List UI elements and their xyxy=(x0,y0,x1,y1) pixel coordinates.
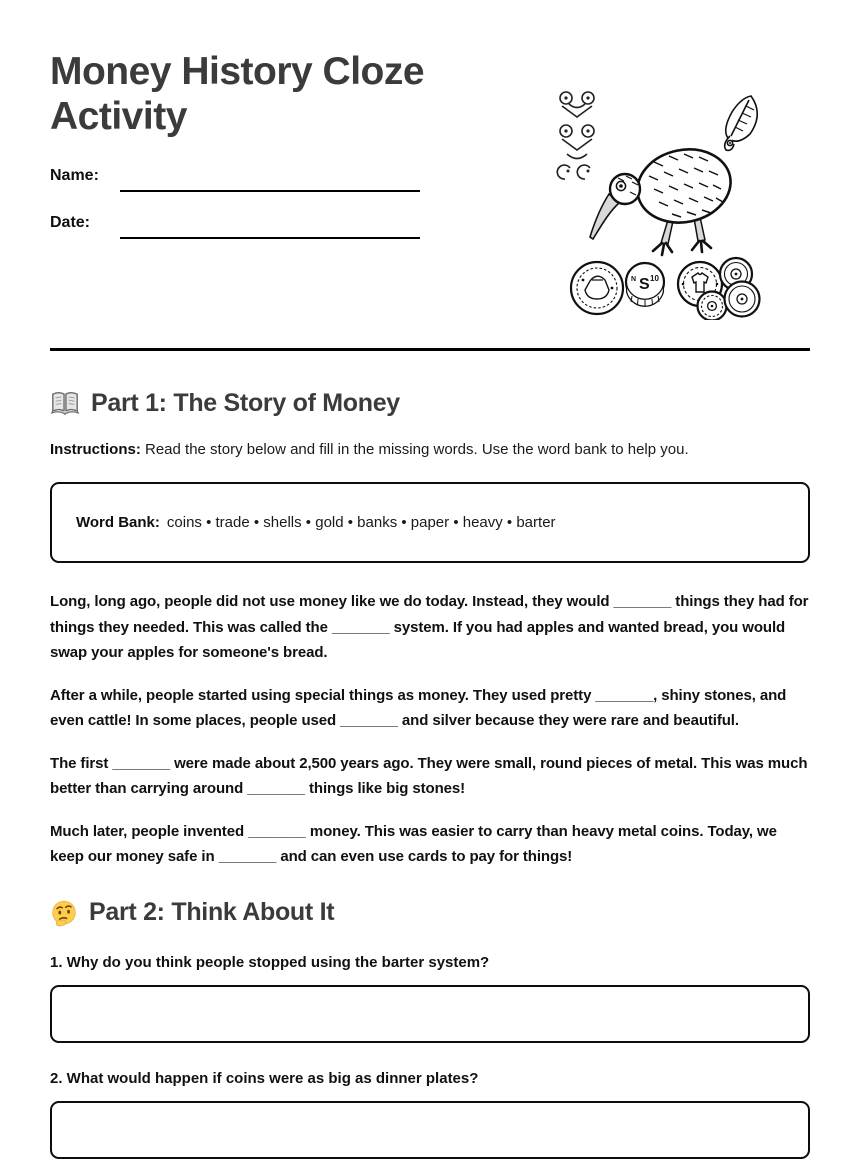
question-1: 1. Why do you think people stopped using the barter system? xyxy=(50,953,490,971)
coins-icon xyxy=(571,258,760,320)
part1-heading xyxy=(50,387,810,419)
svg-text:S: S xyxy=(639,276,650,293)
story-paragraph-2: After a while, people started using special things as money. They used pretty _______, shiny stones, and even cattle! In some places, people used _______ and silver because they were rare and beautiful. xyxy=(50,686,787,729)
word-bank-words: coins • trade • shells • gold • banks • paper • heavy • barter xyxy=(166,514,556,531)
instructions-label: Instructions: xyxy=(50,441,141,458)
instructions-line xyxy=(50,440,810,460)
svg-text:10: 10 xyxy=(650,274,659,283)
instructions-text: Read the story below and fill in the missing words. Use the word bank to help you. xyxy=(140,441,689,458)
koru-ornament-icon xyxy=(557,92,594,179)
story-paragraph-3: The first _______ were made about 2,500 years ago. They were small, round pieces of metal. This was much better than carrying around _______ things like big stones! xyxy=(50,754,808,797)
name-label: Name: xyxy=(50,167,99,184)
kiwi-bird-icon xyxy=(590,141,737,255)
part1-heading-text: Part 1: The Story of Money xyxy=(91,388,400,417)
date-write-line[interactable] xyxy=(120,211,420,239)
thinking-face-icon xyxy=(50,899,78,927)
kiwi-illustration xyxy=(552,84,768,320)
feather-icon xyxy=(725,96,758,150)
story-paragraph-4: Much later, people invented _______ money. This was easier to carry than heavy metal coins. Today, we keep our money safe in _______ and can even use cards to pay for things! xyxy=(50,822,777,865)
answer-box-1[interactable] xyxy=(50,985,810,1043)
question-2: 2. What would happen if coins were as big as dinner plates? xyxy=(50,1069,479,1087)
section-divider xyxy=(50,348,810,351)
name-write-line[interactable] xyxy=(120,164,420,192)
word-bank-box xyxy=(50,482,810,563)
part2-heading-text: Part 2: Think About It xyxy=(89,898,335,926)
word-bank-label: Word Bank: xyxy=(76,514,160,531)
story-text xyxy=(50,589,810,870)
date-label: Date: xyxy=(50,214,91,231)
story-paragraph-1: Long, long ago, people did not use money like we do today. Instead, they would _______ things they had for things they needed. This was called the _______ system. If you had apples and wanted bread, you would swap your apples for someone's bread. xyxy=(50,593,809,661)
part2-heading xyxy=(50,897,810,929)
page-title: Money History Cloze Activity xyxy=(50,50,425,138)
answer-box-2[interactable] xyxy=(50,1101,810,1159)
open-book-icon xyxy=(50,390,80,417)
svg-text:N: N xyxy=(631,276,637,283)
